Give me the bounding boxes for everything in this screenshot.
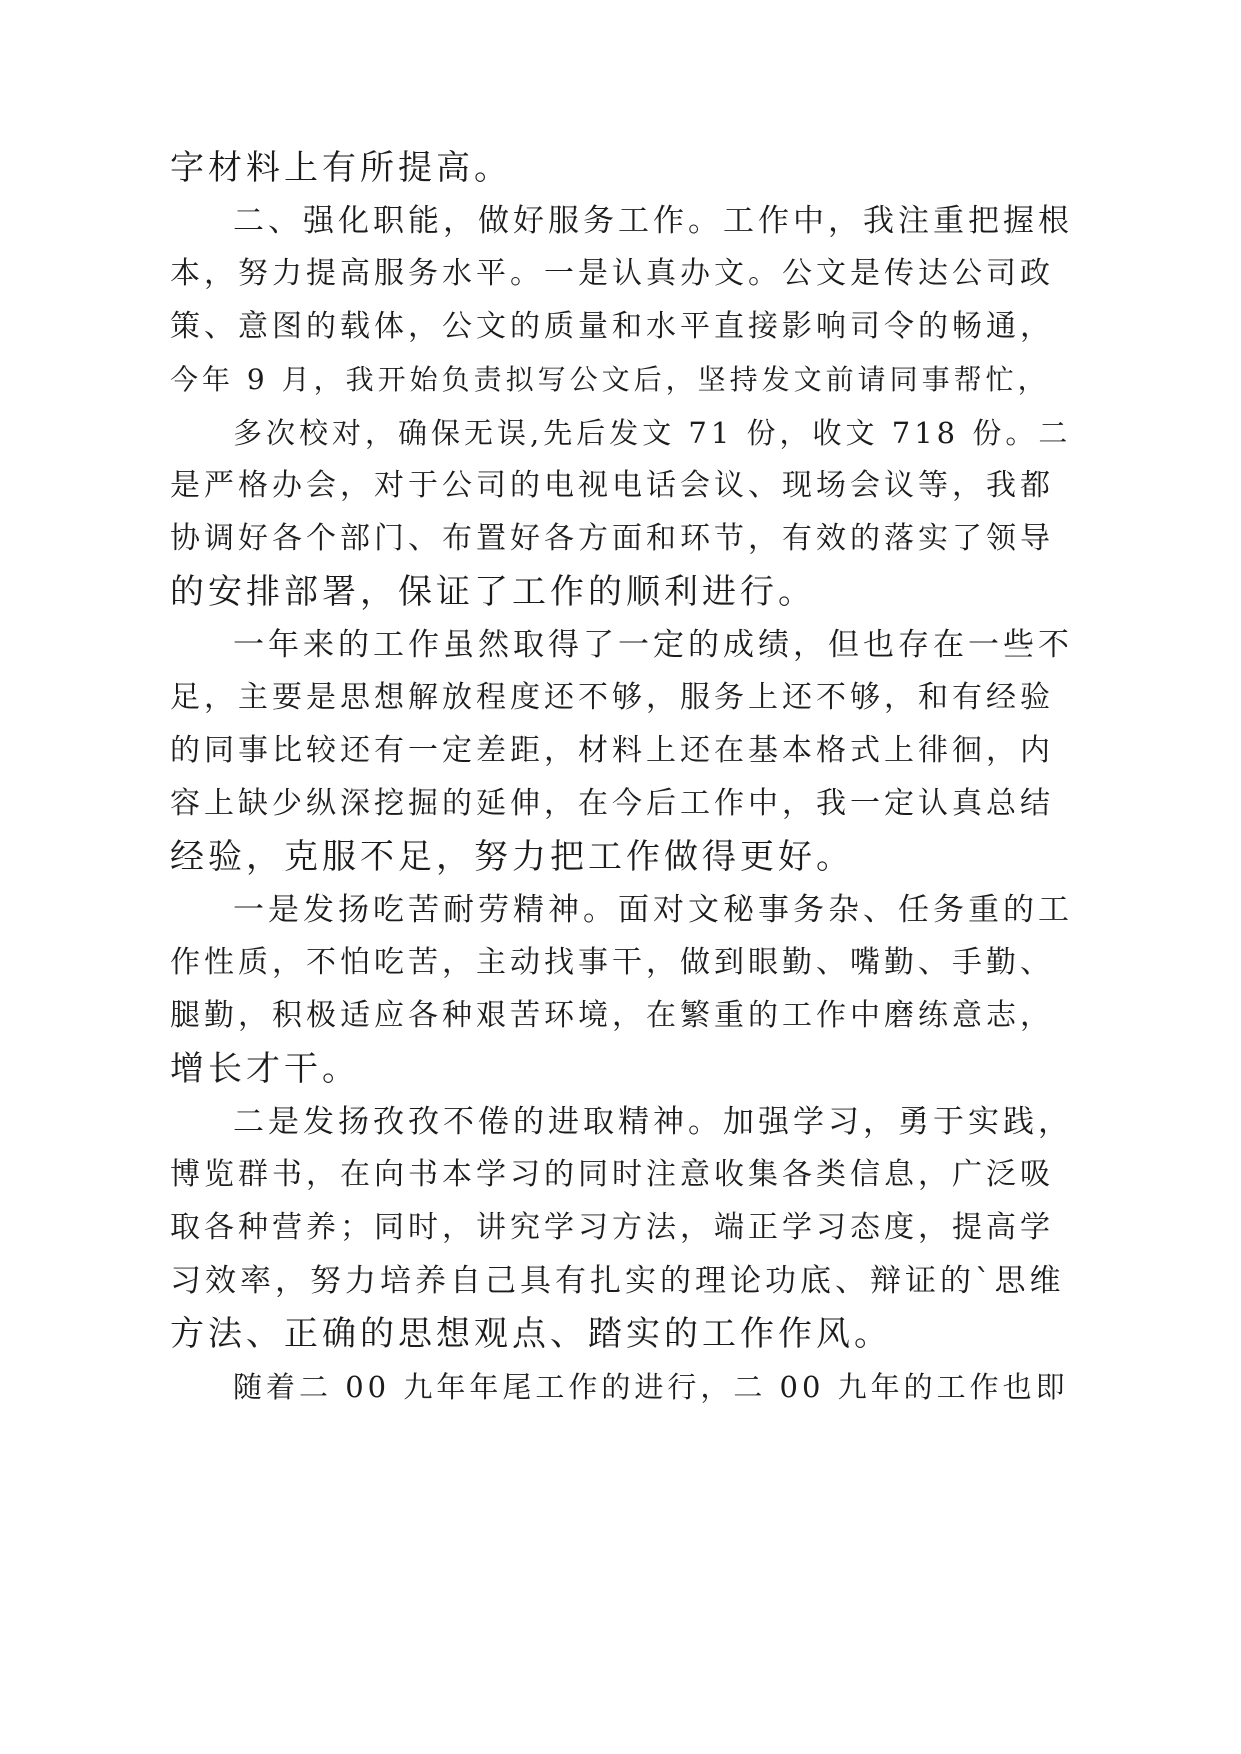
text-line: 的同事比较还有一定差距，材料上还在基本格式上徘徊，内	[170, 733, 1054, 768]
text-line: 字材料上有所提高。	[170, 148, 512, 188]
text-line: 本，努力提高服务水平。一是认真办文。公文是传达公司政	[170, 256, 1054, 291]
text-line: 腿勤，积极适应各种艰苦环境，在繁重的工作中磨练意志，	[170, 998, 1054, 1033]
text-line: 二、强化职能，做好服务工作。工作中，我注重把握根	[233, 203, 1073, 239]
text-line: 二是发扬孜孜不倦的进取精神。加强学习，勇于实践，	[233, 1104, 1073, 1140]
text-line: 随着二 00 九年年尾工作的进行，二 00 九年的工作也即	[233, 1370, 1069, 1404]
text-line: 的安排部署，保证了工作的顺利进行。	[170, 572, 816, 612]
text-line: 策、意图的载体，公文的质量和水平直接影响司令的畅通，	[170, 309, 1054, 344]
text-line: 作性质，不怕吃苦，主动找事干，做到眼勤、嘴勤、手勤、	[170, 945, 1054, 980]
text-line: 多次校对，确保无误,先后发文 71 份，收文 718 份。二	[233, 416, 1072, 450]
text-line: 协调好各个部门、布置好各方面和环节，有效的落实了领导	[170, 521, 1054, 556]
text-line: 习效率，努力培养自己具有扎实的理论功底、辩证的`思维	[170, 1263, 1065, 1299]
text-line: 足，主要是思想解放程度还不够，服务上还不够，和有经验	[170, 680, 1054, 715]
text-line: 是严格办会，对于公司的电视电话会议、现场会议等，我都	[170, 468, 1054, 503]
text-line: 一年来的工作虽然取得了一定的成绩，但也存在一些不	[233, 627, 1073, 663]
text-line: 方法、正确的思想观点、踏实的工作作风。	[170, 1314, 892, 1354]
text-line: 容上缺少纵深挖掘的延伸，在今后工作中，我一定认真总结	[170, 786, 1054, 821]
text-line: 一是发扬吃苦耐劳精神。面对文秘事务杂、任务重的工	[233, 892, 1073, 928]
text-line: 今年 9 月，我开始负责拟写公文后，坚持发文前请同事帮忙，	[170, 363, 1050, 396]
text-line: 博览群书，在向书本学习的同时注意收集各类信息，广泛吸	[170, 1157, 1054, 1192]
text-line: 经验，克服不足，努力把工作做得更好。	[170, 837, 854, 877]
text-line: 增长才干。	[170, 1049, 360, 1089]
text-line: 取各种营养；同时，讲究学习方法，端正学习态度，提高学	[170, 1210, 1054, 1245]
